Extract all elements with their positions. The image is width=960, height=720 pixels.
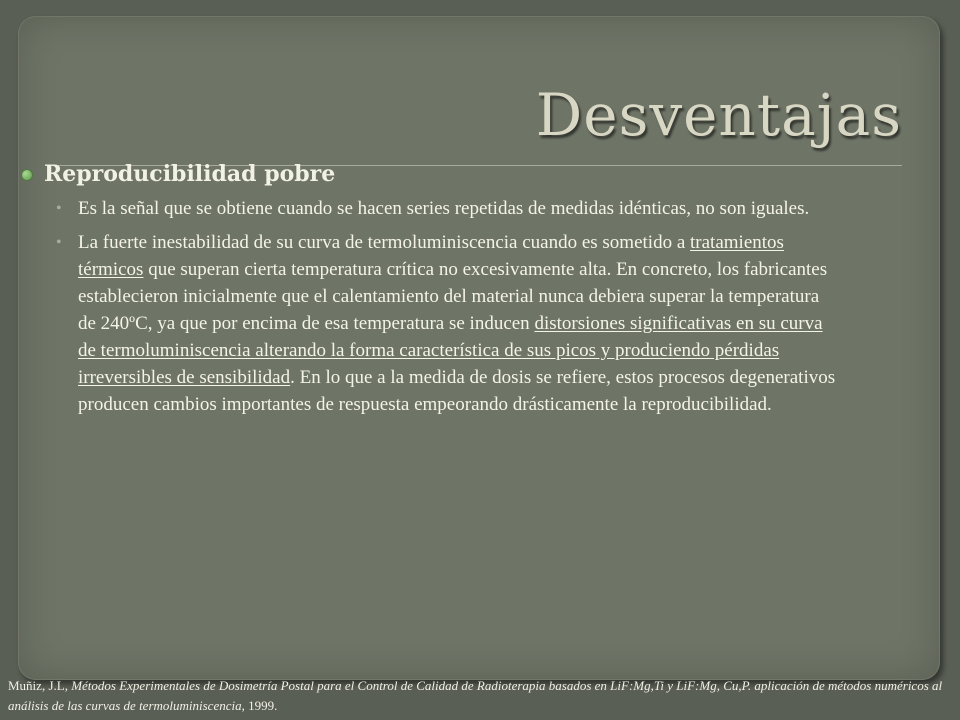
sub-bullet-text-part: que superan cierta temperatura crítica no excesivamente alta. En concreto, los fabricantes establecieron inicialmente que el calentamiento del material nunca debiera superar la temperatura de 240ºC, ya que por encima de esa temperatura se inducen	[78, 259, 828, 334]
sub-bullet-item	[22, 229, 838, 418]
sub-bullet-item	[22, 195, 838, 222]
bullet-dot-icon: •	[56, 200, 62, 217]
sub-bullet-text: Es la señal que se obtiene cuando se hacen series repetidas de medidas idénticas, no son iguales.	[78, 198, 810, 219]
sub-bullet-list	[22, 195, 836, 418]
reference-year: , 1999.	[241, 698, 278, 713]
reference-citation	[8, 676, 954, 716]
sub-bullet-text-part: La fuerte inestabilidad de su curva de termoluminiscencia cuando es sometido a	[78, 232, 691, 253]
reference-title: Métodos Experimentales de Dosimetría Postal para el Control de Calidad de Radioterapia basados en LiF:Mg,Ti y LiF:Mg, Cu,P. aplicación de métodos numéricos al análisis de las curvas de termoluminiscencia	[8, 678, 943, 713]
underlined-term: tratamientos térmicos	[78, 232, 784, 280]
underlined-phrase: distorsiones significativas en su curva de termoluminiscencia alterando la forma característica de sus picos y produciendo pérdidas irreversibles de sensibilidad	[78, 313, 823, 388]
sub-bullet-text-part: . En lo que a la medida de dosis se refiere, estos procesos degenerativos producen cambios importantes de respuesta empeorando drásticamente la reproducibilidad.	[78, 367, 836, 415]
bullet-dot-icon: •	[56, 234, 62, 251]
main-bullet-heading: Reproducibilidad pobre	[44, 161, 336, 187]
main-bullet	[22, 157, 822, 191]
bullet-dot-icon	[22, 170, 32, 180]
slide-title: Desventajas	[535, 81, 902, 149]
slide-content	[22, 157, 836, 425]
reference-author: Muñiz, J.L,	[8, 678, 72, 693]
